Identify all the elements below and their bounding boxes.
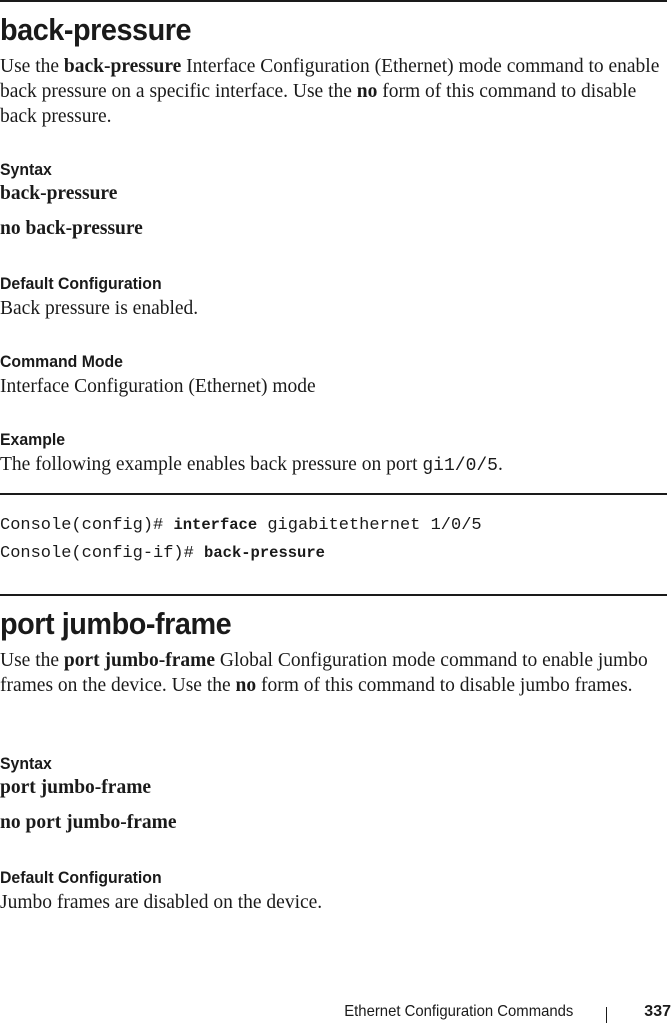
default-config-text: Jumbo frames are disabled on the device.: [0, 892, 323, 913]
command-name: back-pressure: [63, 56, 182, 77]
section-title-port-jumbo-frame: port jumbo-frame: [0, 606, 232, 641]
example-heading: Example: [0, 430, 66, 449]
default-config-text: Back pressure is enabled.: [0, 298, 199, 319]
default-config-heading: Default Configuration: [0, 274, 162, 293]
page-footer: [0, 1003, 671, 1027]
intro-paragraph-back-pressure: Use the back-pressure Interface Configuration (Ethernet) mode command to enable back pressure on a specific interface. Use the no form of this command to disable back pressure.: [0, 56, 660, 127]
footer-chapter-title: Ethernet Configuration Commands: [343, 1003, 573, 1020]
syntax-line: port jumbo-frame: [0, 777, 152, 798]
code-keyword: back-pressure: [204, 544, 325, 562]
command-mode-text: Interface Configuration (Ethernet) mode: [0, 376, 316, 397]
code-line: Console(config-if)# back-pressure: [0, 544, 325, 563]
syntax-line: back-pressure: [0, 183, 118, 204]
syntax-line: no back-pressure: [0, 218, 143, 239]
section-title-back-pressure: back-pressure: [0, 12, 192, 47]
syntax-heading: Syntax: [0, 160, 52, 179]
command-mode-heading: Command Mode: [0, 352, 123, 371]
footer-separator: [606, 1007, 607, 1023]
section-rule: [0, 594, 667, 596]
code-keyword: interface: [173, 516, 258, 534]
intro-paragraph-jumbo-frame: Use the port jumbo-frame Global Configuration mode command to enable jumbo frames on the device. Use the no form of this command to disable jumbo frames.: [0, 650, 648, 696]
default-config-heading: Default Configuration: [0, 868, 162, 887]
command-name: port jumbo-frame: [63, 650, 215, 671]
code-line: Console(config)# interface gigabitethernet 1/0/5: [0, 516, 482, 535]
code-top-rule: [0, 493, 667, 495]
syntax-line: no port jumbo-frame: [0, 812, 177, 833]
example-text: The following example enables back pressure on port gi1/0/5.: [0, 454, 503, 476]
no-keyword: no: [356, 81, 378, 102]
example-port: gi1/0/5: [422, 456, 498, 476]
no-keyword: no: [235, 675, 257, 696]
top-rule: [0, 0, 667, 2]
page-number: 337: [644, 1003, 671, 1020]
syntax-heading: Syntax: [0, 754, 52, 773]
